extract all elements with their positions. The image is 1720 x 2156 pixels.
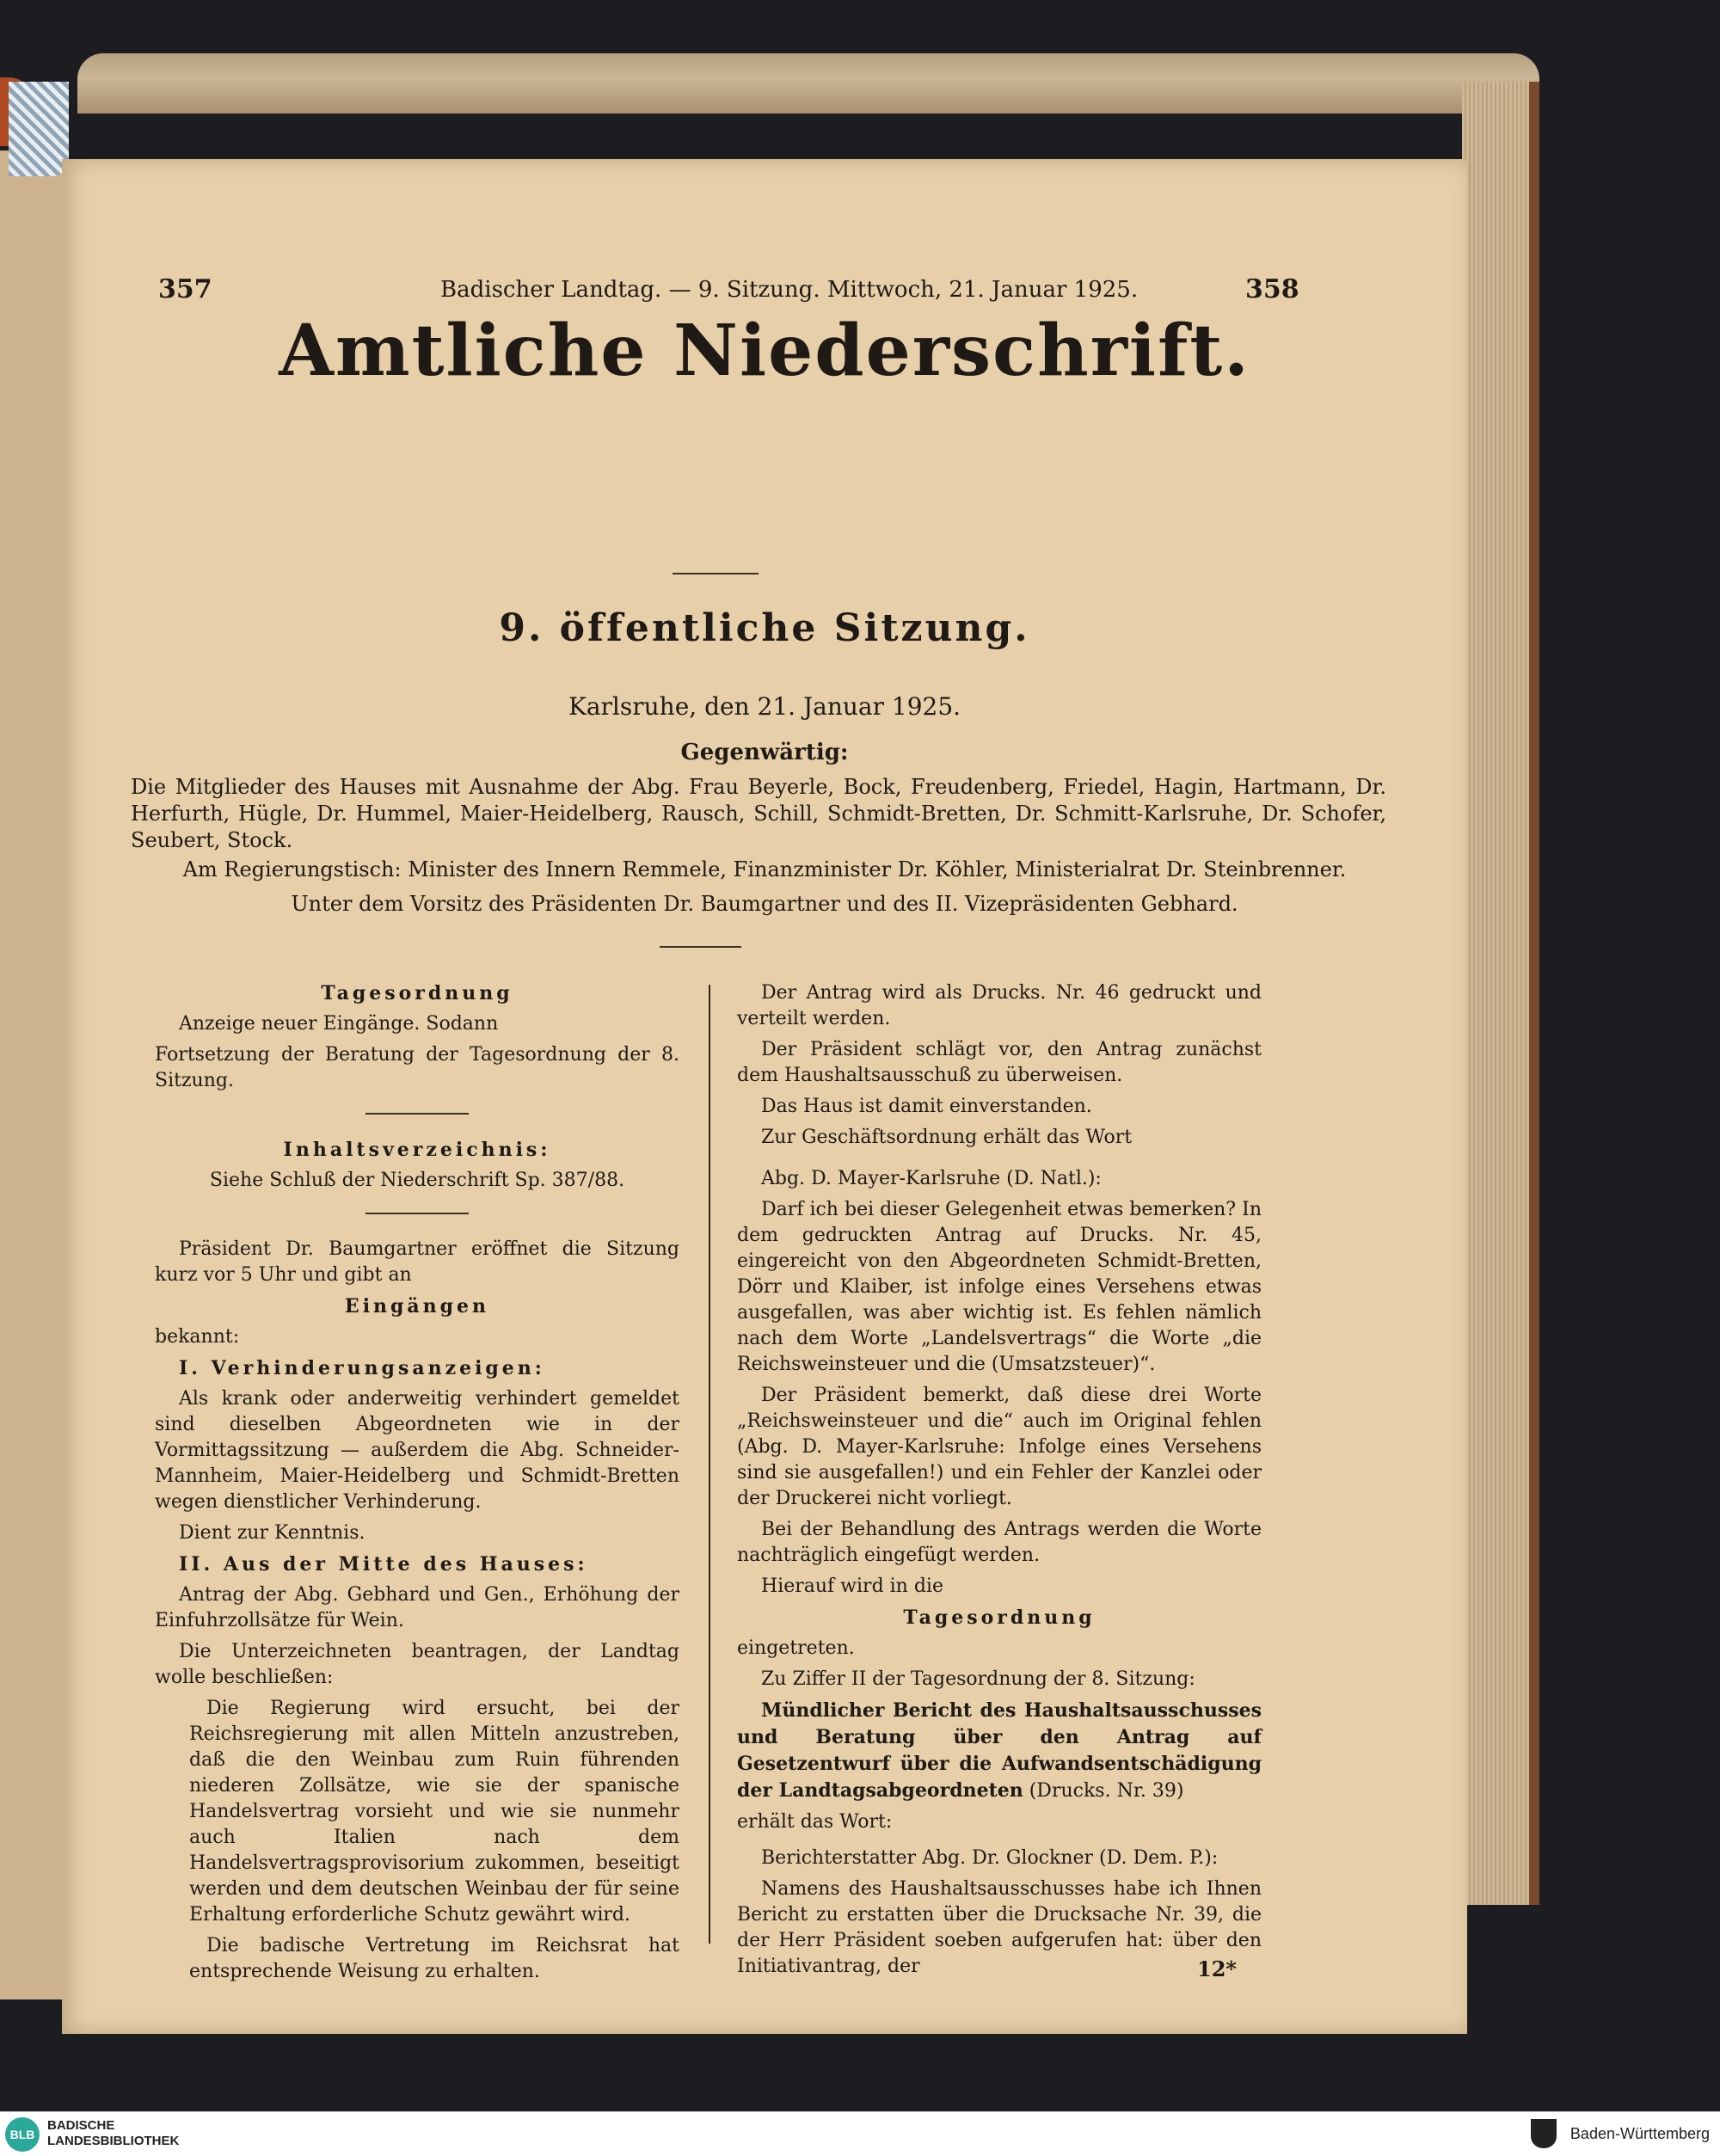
right-p12: erhält das Wort: [737,1811,893,1833]
short-rule [366,1213,469,1214]
right-p2: Der Präsident schlägt vor, den Antrag zunächst dem Haushaltsausschuß zu überweisen. [737,1039,1262,1086]
motion-quote: Die Regierung wird ersucht, bei der Reichsregierung mit allen Mitteln anzustreben, daß die den Weinbau zum Ruin führenden niederen Zollsätze, wie sie der spanische Handelsvertrag vorsieht und wie sie nunmehr auch Italien nach dem Handelsvertragsprovisorium zukommen, beseitigt werden und dem deutschen Weinbau der für seine Erhaltung erforderliche Schutz gewährt wird. [189,1698,679,1926]
book-fore-edge [1462,82,1536,1905]
left-page-number: 357 [158,274,212,304]
place-date: Karlsruhe, den 21. Januar 1925. [568,692,961,721]
right-p11 [737,1698,1262,1804]
section-1-note: Dient zur Kenntnis. [179,1522,366,1544]
session-heading: 9. öffentliche Sitzung. [499,606,1030,650]
section-1-heading: I. Verhinderungsanzeigen: [179,1357,545,1379]
members-list: Die Mitglieder des Hauses mit Ausnahme der Abg. Frau Beyerle, Bock, Freudenberg, Friedel, Hagin, Hartmann, Dr. Herfurth, Hügle, Dr. Hummel, Maier-Heidelberg, Rausch, Schill, Schmidt-Bretten, Dr. Schmitt-Karlsruhe, Dr. Schofer, Seubert, Stock. [131,775,1386,852]
footer-bar [0,2111,1720,2156]
contents-text: Siehe Schluß der Niederschrift Sp. 387/88. [209,1170,625,1191]
agenda-heading-2: Tagesordnung [903,1606,1096,1629]
library-line-1: BADISCHE [47,2118,115,2133]
right-p5: Darf ich bei dieser Gelegenheit etwas bemerken? In dem gedruckten Antrag auf Drucks. Nr. 45, eingereicht von den Abgeordneten Schmidt-Bretten, Dörr und Klaiber, ist infolge eines Versehens etwas ausgefallen, was aber wichtig ist. Es fehlen nämlich nach dem Worte „Landelsvertrags“ die Worte „die Reichsweinsteuer und die (Umsatzsteuer)“. [737,1199,1262,1375]
blb-logo-icon[interactable]: BLB [5,2117,40,2152]
left-page-sliver [0,150,67,1999]
page-title: Amtliche Niederschrift. [279,310,1250,392]
report-title: Mündlicher Bericht des Haushaltsausschusses und Beratung über den Antrag auf Gesetzentwurf über die Aufwandsentschädigung der Landtagsabgeordneten [737,1699,1262,1802]
left-column [155,980,679,1990]
right-p4: Zur Geschäftsordnung erhält das Wort [761,1127,1133,1148]
right-p8: Hierauf wird in die [761,1576,943,1597]
state-crest-icon [1531,2119,1557,2148]
agenda-item-2: Fortsetzung der Beratung der Tagesordnung der 8. Sitzung. [155,1044,679,1091]
library-line-2: LANDESBIBLIOTHEK [47,2134,180,2148]
section-2-heading: II. Aus der Mitte des Hauses: [179,1553,588,1576]
right-p9: eingetreten. [737,1637,855,1659]
right-p6: Der Präsident bemerkt, daß diese drei Worte „Reichsweinsteuer und die“ auch im Original fehlen (Abg. D. Mayer-Karlsruhe: Infolge eines Versehens sind sie ausgefallen!) und ein Fehler der Kanzlei oder der Druckerei nicht vorliegt. [737,1385,1262,1509]
right-p10: Zu Ziffer II der Tagesordnung der 8. Sitzung: [761,1668,1195,1690]
chair-line: Unter dem Vorsitz des Präsidenten Dr. Baumgartner und des II. Vizepräsidenten Gebhard. [291,892,1238,916]
section-divider [660,946,741,948]
present-heading: Gegenwärtig: [680,740,849,765]
column-divider [709,985,710,1944]
title-divider [673,573,759,574]
signature-mark: 12* [1197,1956,1237,1981]
incoming-heading: Eingängen [344,1295,490,1318]
right-p7: Bei der Behandlung des Antrags werden die Worte nachträglich eingefügt werden. [737,1519,1262,1566]
section-2-motion: Die Unterzeichneten beantragen, der Landtag wolle beschließen: [155,1641,679,1688]
known-text: bekannt: [155,1326,240,1348]
speaker-1: Abg. D. Mayer-Karlsruhe (D. Natl.): [761,1168,1102,1189]
contents-heading: Inhaltsverzeichnis: [283,1139,551,1161]
book-top-edge [77,53,1539,114]
right-page-number: 358 [1245,274,1299,304]
right-p1: Der Antrag wird als Drucks. Nr. 46 gedruckt und verteilt werden. [737,982,1262,1029]
right-column [737,980,1262,1985]
short-rule [366,1113,469,1115]
government-bench: Am Regierungstisch: Minister des Innern Remmele, Finanzminister Dr. Köhler, Ministerialrat Dr. Steinbrenner. [182,857,1347,881]
agenda-heading: Tagesordnung [321,982,513,1004]
library-name[interactable] [47,2118,179,2149]
bookmark-ribbon [9,82,69,176]
right-p3: Das Haus ist damit einverstanden. [761,1096,1092,1117]
state-name[interactable]: Baden-Württemberg [1570,2125,1710,2142]
section-2-text: Antrag der Abg. Gebhard und Gen., Erhöhung der Einfuhrzollsätze für Wein. [155,1584,679,1631]
report-ref: (Drucks. Nr. 39) [1023,1780,1184,1802]
agenda-item-1: Anzeige neuer Eingänge. Sodann [179,1013,499,1035]
section-1-text: Als krank oder anderweitig verhindert gemeldet sind dieselben Abgeordneten wie in der Vormittagssitzung — außerdem die Abg. Schneider-Mannheim, Maier-Heidelberg und Schmidt-Bretten wegen dienstlicher Verhinderung. [155,1388,679,1513]
book-cover-right [1529,82,1539,1905]
opening-text: Präsident Dr. Baumgartner eröffnet die Sitzung kurz vor 5 Uhr und gibt an [155,1238,679,1286]
speaker-2: Berichterstatter Abg. Dr. Glockner (D. Dem. P.): [761,1847,1219,1869]
motion-quote-2: Die badische Vertretung im Reichsrat hat entsprechende Weisung zu erhalten. [189,1935,679,1982]
document-page [62,159,1467,2034]
running-title: Badischer Landtag. — 9. Sitzung. Mittwoch, 21. Januar 1925. [440,277,1139,303]
right-p13: Namens des Haushaltsausschusses habe ich Ihnen Bericht zu erstatten über die Drucksache Nr. 39, die der Herr Präsident soeben aufgerufen hat: über den Initiativantrag, der [737,1878,1262,1977]
